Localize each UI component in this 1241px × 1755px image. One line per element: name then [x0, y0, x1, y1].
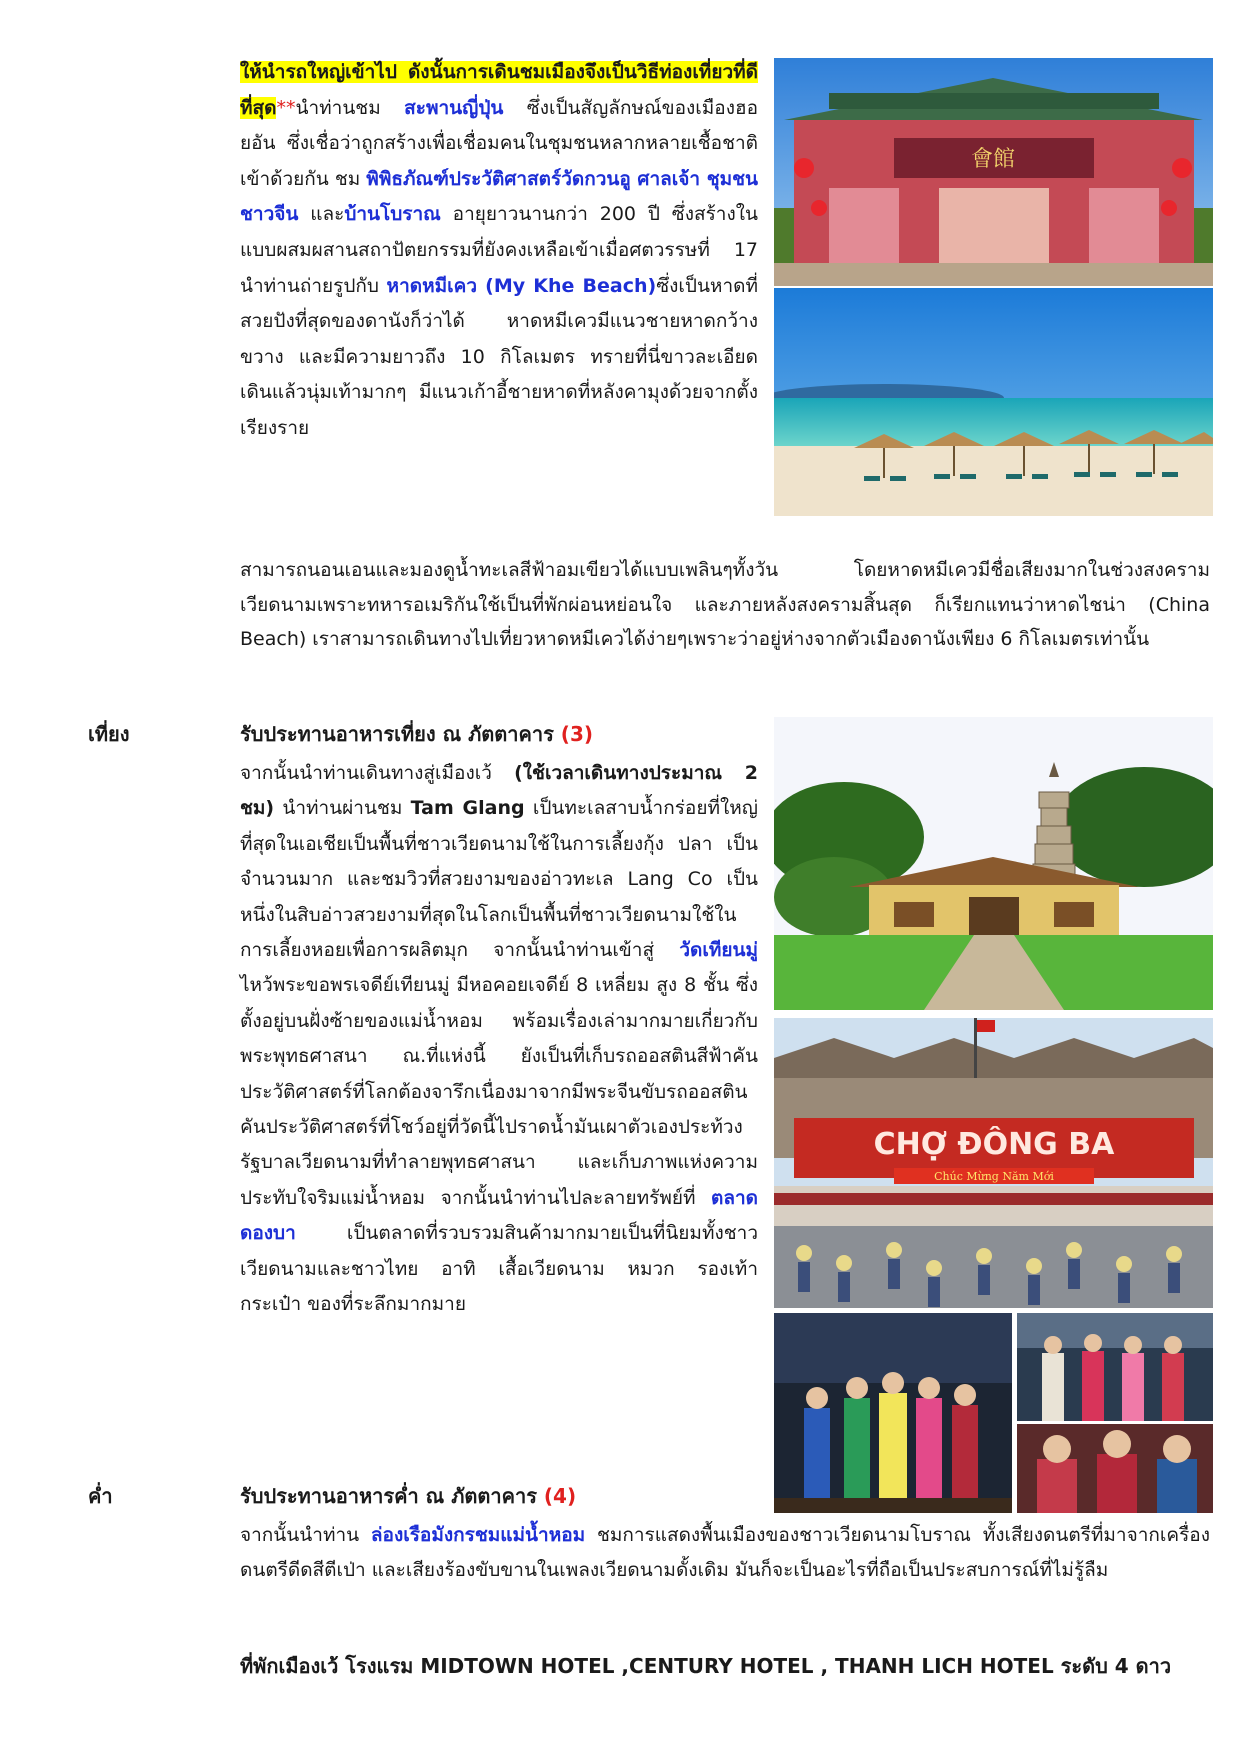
tam-glang-text: Tam Glang — [410, 797, 525, 820]
performers-photo-bottom-right — [1017, 1424, 1213, 1513]
body-text: เป็นตลาดที่รวบรวมสินค้ามากมายเป็นที่นิยมทั้งชาวเวียดนามและชาวไทย อาทิ เสื้อเวียดนาม หมวก รองเท้า กระเป๋า ของที่ระลึกมากมาย — [240, 1222, 758, 1316]
thien-mu-pagoda-text: วัดเทียนมู่ — [679, 939, 758, 962]
body-text: จากนั้นนำท่านเดินทางสู่เมืองเว้ — [240, 762, 515, 784]
asterisks: ** — [276, 96, 296, 119]
body-text: นำท่านชม — [295, 96, 405, 119]
highlighted-text: ให้นำรถใหญ่เข้าไป ดังนั้นการเดินชมเมืองจึงเป็นวิธีท่องเที่ยวที่ดีที่สุด — [240, 61, 758, 119]
meal-text: รับประทานอาหารเที่ยง ณ ภัตตาคาร — [240, 722, 561, 746]
body-text: ซึ่งเป็นสัญลักษณ์ของเมืองฮอยอัน ซึ่งเชื่อว่าถูกสร้างเพื่อเชื่อมคนในชุมชนหลากหลายเชื้อชาติเข้าด้วยกัน ชม — [240, 96, 758, 190]
dong-ba-market-text: ตลาดดองบา — [240, 1186, 758, 1245]
japanese-bridge-link: สะพานญี่ปุ่น — [404, 96, 504, 119]
meal-number: (3) — [560, 722, 593, 746]
perfume-river-paragraph — [240, 1518, 1210, 1587]
assembly-hall-photo — [774, 58, 1213, 286]
body-text: ซึ่งเป็นหาดที่สวยปังที่สุดของดานังก็ว่าได้ หาดหมีเควมีแนวชายหาดกว้างขวาง และมีความยาวถึง 10 กิโลเมตร ทรายที่นี่ขาวละเอียด เดินแล้วนุ่มเท้ามากๆ มีแนวเก้าอี้ชายหาดที่หลังคามุงด้วยจากตั้งเรียงราย — [240, 274, 758, 439]
my-khe-beach-photo — [774, 288, 1213, 516]
market-banner-text: Chúc Mừng Năm Mới — [934, 1170, 1054, 1183]
market-sign-text: CHỢ ĐÔNG BA — [873, 1127, 1115, 1162]
meal-number: (4) — [543, 1484, 577, 1508]
my-khe-beach-text: หาดหมีเคว (My Khe Beach) — [386, 274, 657, 297]
body-text: เป็นทะเลสาบน้ำกร่อยที่ใหญ่ที่สุดในเอเชียเป็นพื้นที่ชาวเวียดนามใช้ในการเลี้ยงกุ้ง ปลา เป็นจำนวนมาก และชมวิวที่สวยงามของอ่าวทะเล Lang Co เป็นหนึ่งในสิบอ่าวสวยงามที่สุดในโลกเป็นพื้นที่ชาวเวียดนามใช้ในการเลี้ยงหอยเพื่อการผลิตมุก จากนั้นนำท่านเข้าสู่ — [240, 797, 758, 962]
meal-text: รับประทานอาหารค่ำ ณ ภัตตาคาร — [240, 1484, 544, 1508]
body-text: นำท่านผ่านชม — [274, 797, 411, 820]
performers-photo-left — [774, 1313, 1012, 1513]
beach-continuation-paragraph: สามารถนอนเอนและมองดูน้ำทะเลสีฟ้าอมเขียวได้แบบเพลินๆทั้งวัน โดยหาดหมีเควมีชื่อเสียงมากในช่วงสงครามเวียดนามเพราะทหารอเมริกันใช้เป็นที่พักผ่อนหย่อนใจ และภายหลังสงครามสิ้นสุด ก็เรียกแทนว่าหาดไชน่า (China Beach) เราสามารถเดินทางไปเที่ยวหาดหมีเควได้ง่ายๆเพราะว่าอยู่ห่างจากตัวเมืองดานังเพียง 6 กิโลเมตรเท่านั้น — [240, 559, 1210, 650]
body-text: อายุยาวนานกว่า 200 ปี ซึ่งสร้างในแบบผสมผสานสถาปัตยกรรมที่ยังคงเหลือเข้าเมื่อศตวรรษที่ 17 นำท่านถ่ายรูปกับ — [240, 203, 758, 297]
dinner-meal-line — [240, 1480, 576, 1512]
ancient-house-text: บ้านโบราณ — [344, 203, 441, 226]
performers-photo-top-right — [1017, 1313, 1213, 1421]
hue-paragraph — [240, 756, 758, 1323]
lunch-meal-line — [240, 718, 593, 750]
dragon-boat-text: ล่องเรือมังกรชมแม่น้ำหอม — [370, 1524, 586, 1546]
dinner-label: ค่ำ — [88, 1484, 113, 1508]
body-text: และ — [298, 203, 345, 226]
body-text: ชมการแสดงพื้นเมืองของชาวเวียดนามโบราณ ทั้งเสียงดนตรีที่มาจากเครื่องดนตรีดีดสีตีเป่า และเสียงร้องขับขานในเพลงเวียดนามดั้งเดิม มันก็จะเป็นอะไรที่ถือเป็นประสบการณ์ที่ไม่รู้ลืม — [240, 1524, 1210, 1581]
body-text: ไหว้พระขอพรเจดีย์เทียนมู่ มีหอคอยเจดีย์ 8 เหลี่ยม สูง 8 ชั้น ซึ่งตั้งอยู่บนฝั่งซ้ายของแม่น้ำหอม พร้อมเรื่องเล่ามากมายเกี่ยวกับพระพุทธศาสนา ณ.ที่แห่งนี้ ยังเป็นที่เก็บรถออสตินสีฟ้าคันประวัติศาสตร์ที่โลกต้องจารึกเนื่องมาจากมีพระจีนขับรถออสตินคันประวัติศาสตร์ที่โชว์อยู่ที่วัดนี้ไปราดน้ำมันเผาตัวเองประท้วงรัฐบาลเวียดนามที่ทำลายพุทธศาสนา และเก็บภาพแห่งความประทับใจริมแม่น้ำหอม จากนั้นนำท่านไปละลายทรัพย์ที่ — [240, 974, 758, 1209]
travel-time-text: (ใช้เวลาเดินทางประมาณ 2 ชม) — [240, 762, 759, 820]
dong-ba-market-photo — [774, 1018, 1213, 1308]
body-text: จากนั้นนำท่าน — [240, 1524, 371, 1546]
gate-plaque-text: 會館 — [970, 147, 1016, 172]
thien-mu-pagoda-photo — [774, 717, 1213, 1010]
lunch-label: เที่ยง — [88, 722, 130, 746]
museum-text: พิพิธภัณฑ์ประวัติศาสตร์วัดกวนอู ศาลเจ้า ชุมชนชาวจีน — [240, 167, 758, 226]
hotel-line: ที่พักเมืองเว้ โรงแรม MIDTOWN HOTEL ,CENTURY HOTEL , THANH LICH HOTEL ระดับ 4 ดาว — [240, 1654, 1172, 1678]
hoi-an-paragraph — [240, 55, 758, 447]
